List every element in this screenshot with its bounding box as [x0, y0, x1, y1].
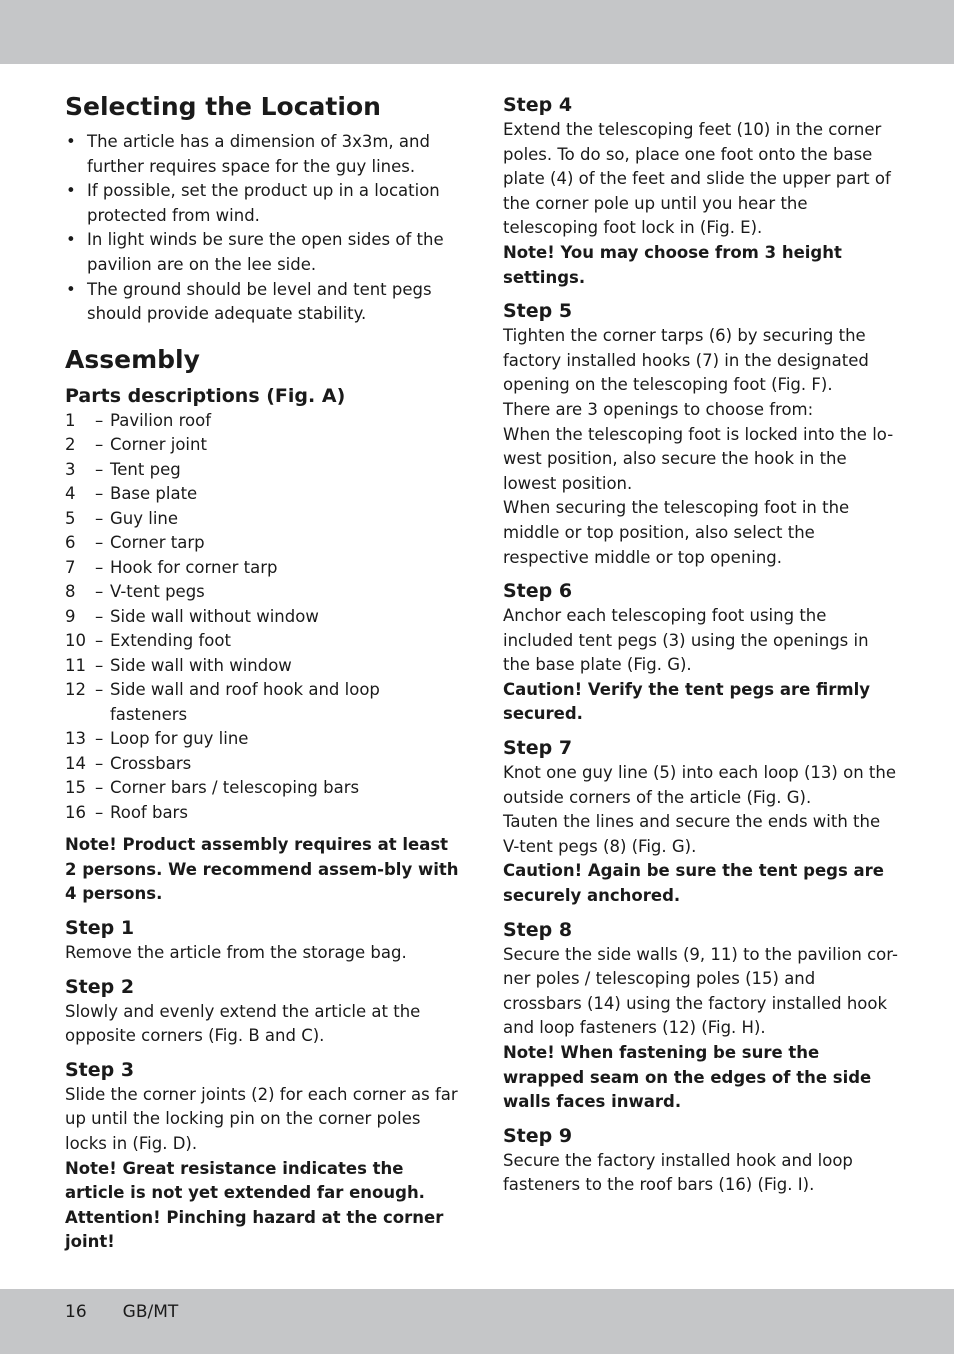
- list-item: 4 – Base plate: [65, 484, 198, 504]
- step-title: Step 7: [503, 737, 573, 760]
- step-7: [503, 735, 898, 909]
- list-item: 7 – Hook for corner tarp: [65, 557, 278, 577]
- location-bullet-list: [65, 130, 460, 327]
- list-item: 16 – Roof bars: [65, 802, 188, 822]
- parts-list: [65, 409, 460, 826]
- list-item: 15 – Corner bars / telescoping bars: [65, 778, 360, 798]
- step-title: Step 1: [65, 917, 135, 940]
- list-item: 3 – Tent peg: [65, 459, 181, 479]
- step-note: Note! You may choose from 3 height settings.: [503, 242, 842, 287]
- list-item: 1 – Pavilion roof: [65, 410, 212, 430]
- step-6: [503, 578, 898, 727]
- step-text: Secure the factory installed hook and loop fasteners to the roof bars (16) (Fig. I).: [503, 1150, 853, 1195]
- step-2: [65, 974, 460, 1049]
- step-note: Note! Great resistance indicates the article is not yet extended far enough. Attention! Pinching hazard at the corner joint!: [65, 1158, 444, 1252]
- parts-heading: Parts descriptions (Fig. A): [65, 384, 346, 407]
- step-text: Secure the side walls (9, 11) to the pavilion cor-ner poles / telescoping poles (15) and crossbars (14) using the factory installed hook and loop fasteners (12) (Fig. H).: [503, 944, 898, 1038]
- step-1: [65, 915, 460, 966]
- step-title: Step 8: [503, 918, 573, 941]
- right-column: [503, 92, 898, 1198]
- page-footer: [65, 1302, 178, 1322]
- step-title: Step 6: [503, 580, 573, 603]
- locale-label: GB/MT: [122, 1302, 179, 1322]
- step-title: Step 4: [503, 94, 573, 116]
- step-text: Tauten the lines and secure the ends with the V-tent pegs (8) (Fig. G).: [503, 812, 881, 856]
- list-item: • In light winds be sure the open sides of the pavilion are on the lee side.: [66, 230, 444, 274]
- list-item: • The ground should be level and tent pegs should provide adequate stability.: [66, 279, 432, 324]
- step-text: Slowly and evenly extend the article at the opposite corners (Fig. B and C).: [65, 1001, 421, 1046]
- step-note: Note! When fastening be sure the wrapped seam on the edges of the side walls faces inward.: [503, 1043, 872, 1112]
- list-item: 8 – V-tent pegs: [65, 582, 205, 602]
- step-9: [503, 1123, 898, 1198]
- step-text: Knot one guy line (5) into each loop (13) on the outside corners of the article (Fig. G).: [503, 763, 896, 807]
- step-title: Step 9: [503, 1124, 573, 1147]
- step-note: Caution! Verify the tent pegs are firmly secured.: [503, 679, 870, 724]
- list-item: 5 – Guy line: [65, 508, 179, 528]
- step-8: [503, 917, 898, 1115]
- step-3: [65, 1057, 460, 1255]
- list-item: 14 – Crossbars: [65, 753, 192, 773]
- step-title: Step 2: [65, 975, 135, 998]
- list-item: 9 – Side wall without window: [65, 606, 319, 626]
- list-item: 12 – Side wall and roof hook and loop fasteners: [65, 680, 380, 724]
- assembly-note: Note! Product assembly requires at least 2 persons. We recommend assem-bly with 4 persons.: [65, 835, 459, 904]
- step-note: Caution! Again be sure the tent pegs are securely anchored.: [503, 861, 884, 906]
- location-heading: Selecting the Location: [65, 92, 381, 121]
- page-number: 16: [65, 1302, 87, 1322]
- header-band: [0, 0, 954, 64]
- list-item: • The article has a dimension of 3x3m, and further requires space for the guy lines.: [66, 132, 430, 176]
- step-text: Extend the telescoping feet (10) in the corner poles. To do so, place one foot onto the base plate (4) of the feet and slide the upper part of the corner pole up until you hear the telescoping foot lock in (Fig. E).: [503, 120, 891, 238]
- step-5: [503, 298, 898, 570]
- left-column: [65, 90, 460, 1255]
- assembly-heading: Assembly: [65, 344, 200, 374]
- list-item: 13 – Loop for guy line: [65, 729, 249, 749]
- list-item: • If possible, set the product up in a location protected from wind.: [66, 181, 440, 225]
- step-text: When securing the telescoping foot in the middle or top position, also select the respective middle or top opening.: [503, 498, 850, 567]
- step-text: Remove the article from the storage bag.: [65, 943, 407, 963]
- step-title: Step 5: [503, 300, 573, 323]
- step-text: Tighten the corner tarps (6) by securing the factory installed hooks (7) in the designated opening on the telescoping foot (Fig. F).: [503, 326, 869, 395]
- step-text: There are 3 openings to choose from:: [503, 399, 814, 419]
- step-text: Slide the corner joints (2) for each corner as far up until the locking pin on the corner poles locks in (Fig. D).: [65, 1084, 458, 1153]
- list-item: 11 – Side wall with window: [65, 655, 292, 675]
- step-text: Anchor each telescoping foot using the included tent pegs (3) using the openings in the base plate (Fig. G).: [503, 606, 869, 675]
- step-4: [503, 92, 898, 290]
- list-item: 6 – Corner tarp: [65, 533, 205, 553]
- step-title: Step 3: [65, 1058, 135, 1081]
- step-text: When the telescoping foot is locked into the lo-west position, also secure the hook in the lowest position.: [503, 424, 894, 493]
- list-item: 10 – Extending foot: [65, 631, 231, 651]
- list-item: 2 – Corner joint: [65, 435, 207, 455]
